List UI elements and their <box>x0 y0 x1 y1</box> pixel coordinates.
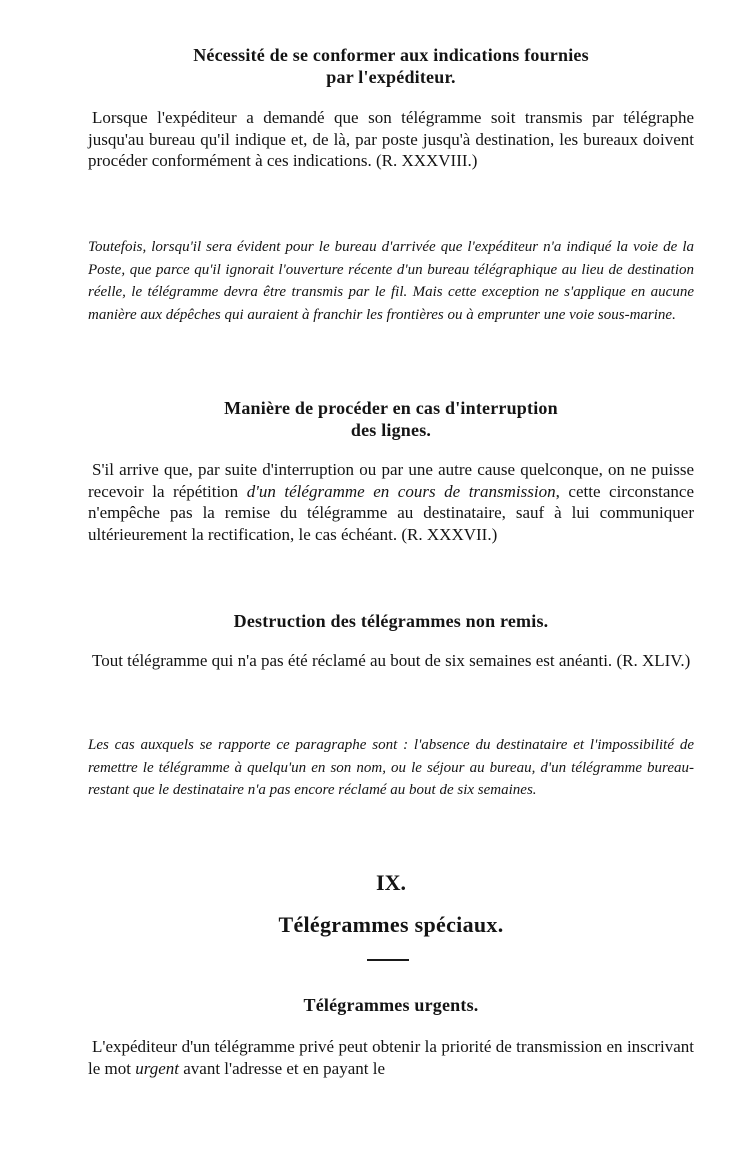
heading-line: Télégrammes urgents. <box>303 995 479 1015</box>
reference-label: (R. XLIV.) <box>616 651 691 670</box>
paragraph-destruction <box>88 650 694 672</box>
paragraph-interruption <box>88 459 694 545</box>
note-text: Toutefois, lorsqu'il sera évident pour le bureau d'arrivée que l'expéditeur n'a indiqué la voie de la Poste, que parce qu'il ignorait l'ouverture récente d'un bureau télégraphique au lieu de destination réelle, le télégramme devra être transmis par le fil. Mais cette exception ne s'applique en aucune manière aux dépêches qui auraient à franchir les frontières ou à emprunter une voie sous-marine. <box>88 239 694 323</box>
section-heading-destruction <box>88 610 694 632</box>
paragraph-italic-text: d'un télégramme en cours de transmission <box>246 481 556 501</box>
paragraph-text: , cette circonstance n'empêche pas la remise du télégramme au destinataire, sauf à lui communiquer ultérieurement la rectification, le cas échéant. <box>88 481 694 544</box>
heading-line: Manière de procéder en cas d'interruption <box>224 398 558 418</box>
note-conformity <box>88 236 694 326</box>
section-heading-conformity <box>88 44 694 88</box>
heading-line: par l'expéditeur. <box>326 67 456 87</box>
chapter-title: Télégrammes spéciaux. <box>278 912 504 937</box>
note-text: Les cas auxquels se rapporte ce paragraphe sont : l'absence du destinataire et l'impossibilité de remettre le télégramme à quelqu'un en son nom, ou le séjour au bureau, d'un télégramme bureau-restant que le destinataire n'a pas encore réclamé au bout de six semaines. <box>88 737 694 798</box>
paragraph-text: avant l'adresse et en payant le <box>183 1058 386 1078</box>
chapter-number: IX. <box>376 870 406 895</box>
reference-label: (R. XXXVIII.) <box>375 151 478 170</box>
paragraph-text: Lorsque l'expéditeur a demandé que son télégramme soit transmis par télégraphe jusqu'au bureau qu'il indique et, de là, par poste jusqu'à destination, les bureaux doivent procéder conformément à ces indications. <box>88 108 694 170</box>
chapter-divider <box>367 959 409 961</box>
paragraph-urgent <box>88 1036 694 1079</box>
paragraph-italic-text: urgent <box>135 1058 179 1078</box>
heading-line: Destruction des télégrammes non remis. <box>233 611 549 631</box>
reference-label: (R. XXXVII.) <box>401 524 498 544</box>
heading-line: des lignes. <box>350 420 432 440</box>
paragraph-text: L'expéditeur d'un télégramme privé peut obtenir la priorité de transmission en inscrivant le mot <box>88 1037 694 1078</box>
section-heading-urgent <box>88 994 694 1016</box>
paragraph-text: S'il arrive que, par suite d'interruption ou par une autre cause quelconque, on ne puisse recevoir la répétition <box>88 460 694 501</box>
paragraph-conformity <box>88 107 694 172</box>
section-heading-interruption <box>88 397 694 441</box>
paragraph-text: Tout télégramme qui n'a pas été réclamé au bout de six semaines est anéanti. <box>92 651 613 670</box>
heading-line: Nécessité de se conformer aux indications fournies <box>193 45 589 65</box>
note-destruction <box>88 734 694 802</box>
